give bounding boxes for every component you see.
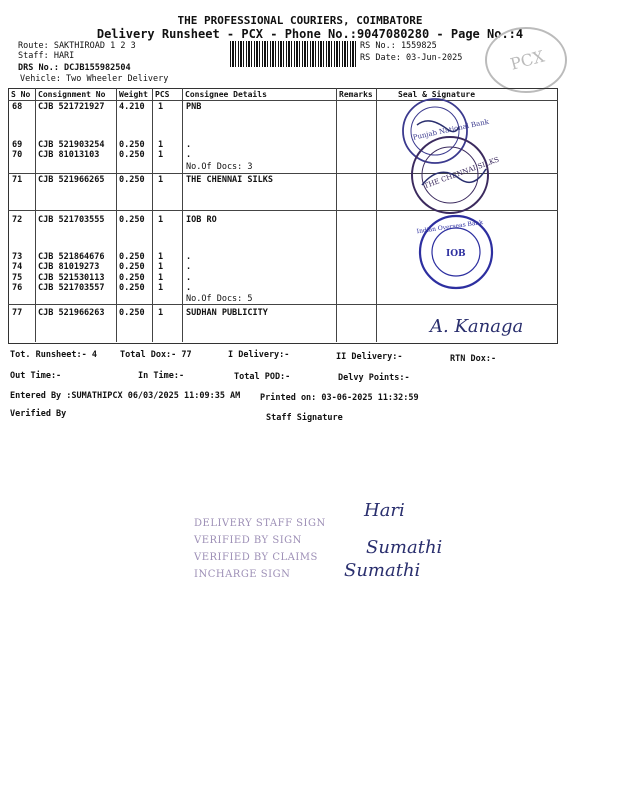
- handwritten-name: Sumathi: [344, 560, 421, 581]
- rs-date: RS Date: 03-Jun-2025: [360, 53, 463, 63]
- staff-label: Staff: HARI: [18, 51, 75, 61]
- handwritten-name: Sumathi: [366, 537, 443, 558]
- company-title: THE PROFESSIONAL COURIERS, COIMBATORE: [177, 14, 423, 27]
- out-time: Out Time:-: [10, 371, 62, 381]
- stamp-line: VERIFIED BY CLAIMS: [194, 552, 318, 563]
- i-delivery: I Delivery:-: [228, 350, 290, 360]
- rs-number: RS No.: 1559825: [360, 41, 437, 51]
- col-sno: S No: [11, 90, 31, 99]
- staff-signature: Staff Signature: [266, 413, 343, 423]
- route-label: Route: SAKTHIROAD 1 2 3: [18, 41, 136, 51]
- delvy-points: Delvy Points:-: [338, 373, 410, 383]
- rtn-dox: RTN Dox:-: [450, 354, 497, 364]
- col-seal: Seal & Signature: [398, 90, 476, 99]
- docs-note: No.Of Docs: 3: [186, 162, 253, 172]
- iob-stamp-text: Indian Overseas Bank: [416, 219, 484, 236]
- ii-delivery: II Delivery:-: [336, 352, 403, 362]
- iob-stamp-center: IOB: [446, 249, 466, 259]
- col-remarks: Remarks: [339, 90, 373, 99]
- entered-by: Entered By :SUMATHIPCX 06/03/2025 11:09:35 AM: [10, 391, 241, 401]
- barcode: [230, 41, 356, 67]
- handwritten-name: Hari: [364, 500, 405, 521]
- runsheet-title: Delivery Runsheet - PCX - Phone No.:9047080280 - Page No.:4: [96, 27, 524, 41]
- total-pod: Total POD:-: [234, 372, 291, 382]
- col-weight: Weight: [119, 90, 148, 99]
- stamp-line: INCHARGE SIGN: [194, 569, 291, 580]
- chennai-silks-stamp-icon: [400, 135, 500, 215]
- row77-signature: A. Kanaga: [430, 316, 524, 337]
- total-dox: Total Dox:- 77: [120, 350, 192, 360]
- stamp-line: VERIFIED BY SIGN: [194, 535, 302, 546]
- vehicle-label: Vehicle: Two Wheeler Delivery: [20, 74, 169, 84]
- pnb-stamp-text: Punjab National Bank: [412, 117, 490, 142]
- tot-runsheet: Tot. Runsheet:- 4: [10, 350, 97, 360]
- docs-note: No.Of Docs: 5: [186, 294, 253, 304]
- col-consignment: Consignment No: [38, 90, 106, 99]
- drs-label: DRS No.: DCJB155982504: [18, 63, 131, 73]
- iob-stamp-icon: [412, 212, 502, 292]
- printed-on: Printed on: 03-06-2025 11:32:59: [260, 393, 419, 403]
- corner-stamp-text: PCX: [508, 46, 547, 74]
- chennai-silks-stamp-text: THE CHENNAI SILKS: [423, 155, 501, 191]
- col-consignee: Consignee Details: [185, 90, 267, 99]
- stamp-line: DELIVERY STAFF SIGN: [194, 518, 326, 529]
- verified-by: Verified By: [10, 409, 67, 419]
- col-pcs: PCS: [155, 90, 170, 99]
- in-time: In Time:-: [138, 371, 185, 381]
